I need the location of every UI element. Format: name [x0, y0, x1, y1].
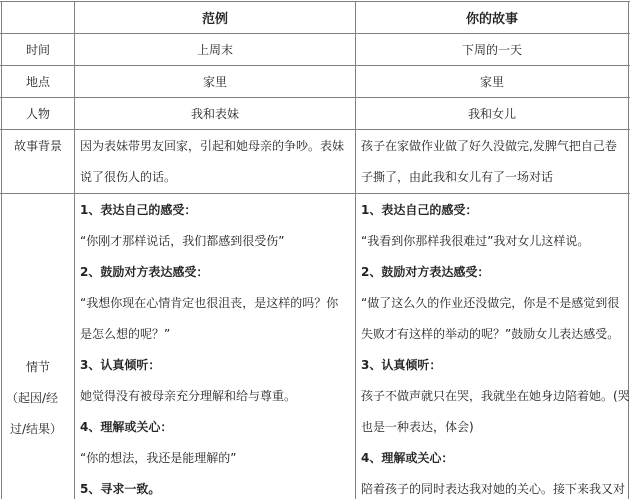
plot-example-line: “你刚才那样说话，我们都感到很受伤”	[80, 234, 285, 248]
plot-story-line: 孩子不做声就只在哭，我就坐在她身边陪着她。(哭	[361, 389, 630, 403]
plot-example-step: 1、表达自己的感受：	[80, 203, 197, 217]
row-label-people: 人物	[25, 107, 50, 121]
plot-example-step: 4、理解或关心：	[80, 420, 173, 434]
row-label-plot: 情节	[26, 360, 51, 374]
plot-example-step: 3、认真倾听：	[80, 358, 161, 372]
background-story-line: 子撕了，由此我和女儿有了一场对话	[361, 170, 554, 184]
time-example: 上周末	[196, 43, 233, 57]
plot-story-step: 2、鼓励对方表达感受：	[361, 265, 490, 279]
plot-example-line: “你的想法，我还是能理解的”	[80, 451, 237, 465]
header-story: 你的故事	[465, 12, 518, 27]
place-story: 家里	[479, 75, 504, 89]
plot-story-step: 1、表达自己的感受：	[361, 203, 478, 217]
plot-story-line: “我看到你那样我很难过”我对女儿这样说。	[361, 234, 590, 248]
background-example-line: 说了很伤人的话。	[80, 170, 177, 184]
plot-example-step: 2、鼓励对方表达感受：	[80, 265, 209, 279]
people-story: 我和女儿	[467, 107, 516, 121]
plot-story-line: “做了这么久的作业还没做完，你是不是感觉到很	[361, 296, 620, 310]
time-story: 下周的一天	[461, 43, 522, 57]
row-label-background: 故事背景	[13, 139, 62, 153]
plot-example-line: 是怎么想的呢？”	[80, 327, 171, 341]
plot-story-line: 失败才有这样的举动的呢？”鼓励女儿表达感受。	[361, 327, 620, 341]
row-label-time: 时间	[25, 43, 50, 57]
background-story-line: 孩子在家做作业做了好久没做完,发脾气把自己卷	[361, 139, 617, 153]
row-label-plot: （起因/经	[6, 391, 59, 405]
plot-example-line: “我想你现在心情肯定也很沮丧，是这样的吗？你	[80, 296, 339, 310]
row-label-plot: 过/结果）	[10, 422, 63, 436]
grid-line	[0, 129, 630, 130]
plot-story-line: 也是一种表达，体会)	[361, 420, 474, 434]
people-example: 我和表妹	[190, 107, 239, 121]
header-example: 范例	[201, 12, 228, 27]
place-example: 家里	[202, 75, 227, 89]
background-example-line: 因为表妹带男友回家，引起和她母亲的争吵。表妹	[80, 139, 345, 153]
plot-example-line: 她觉得没有被母亲充分理解和给与尊重。	[80, 389, 297, 403]
grid-line	[628, 1, 629, 499]
plot-example-step: 5、寻求一致。	[80, 482, 161, 496]
plot-story-line: 陪着孩子的同时表达我对她的关心。接下来我又对	[361, 482, 626, 496]
plot-story-step: 3、认真倾听：	[361, 358, 442, 372]
row-label-place: 地点	[25, 75, 50, 89]
grid-line	[0, 193, 630, 194]
plot-story-step: 4、理解或关心：	[361, 451, 454, 465]
